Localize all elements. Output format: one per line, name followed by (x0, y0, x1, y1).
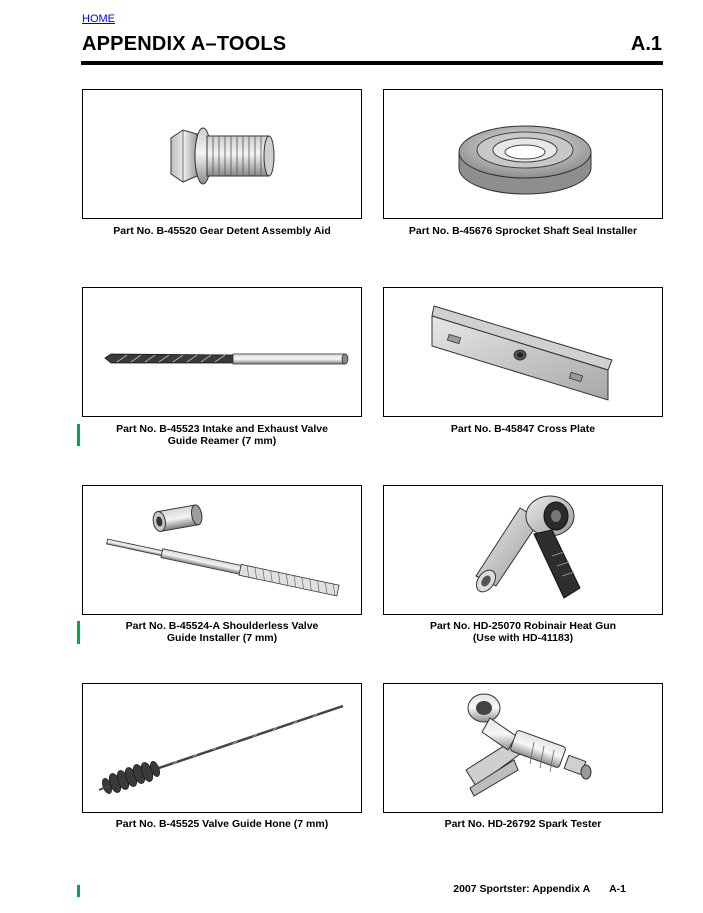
caption-line: Part No. B-45847 Cross Plate (450, 423, 596, 435)
page-footer (453, 883, 626, 895)
caption-line: Part No. B-45523 Intake and Exhaust Valve (116, 423, 328, 435)
change-bar (77, 424, 80, 446)
footer-doc-title: 2007 Sportster: Appendix A (453, 883, 591, 895)
caption-line: Part No. B-45676 Sprocket Shaft Seal Installer (408, 225, 638, 237)
section-number: A.1 (630, 33, 662, 55)
caption-line: (Use with HD-41183) (472, 632, 574, 644)
tool-image-valve-guide-reamer (82, 287, 362, 417)
tool-caption (81, 818, 363, 830)
title-rule (81, 61, 663, 65)
caption-line: Part No. B-45525 Valve Guide Hone (7 mm) (115, 818, 329, 830)
caption-line: Part No. B-45520 Gear Detent Assembly Aid (113, 225, 331, 237)
caption-line: Guide Reamer (7 mm) (167, 435, 277, 447)
tool-image-valve-guide-hone (82, 683, 362, 813)
caption-line: Part No. B-45524-A Shoulderless Valve (125, 620, 319, 632)
tool-image-sprocket-shaft-seal-installer (383, 89, 663, 219)
caption-line: Part No. HD-26792 Spark Tester (444, 818, 602, 830)
tool-image-gear-detent-assembly-aid (82, 89, 362, 219)
tool-image-cross-plate (383, 287, 663, 417)
tool-image-spark-tester (383, 683, 663, 813)
home-link[interactable]: HOME (82, 13, 115, 25)
change-bar (77, 885, 80, 897)
tool-caption (81, 225, 363, 237)
tool-image-heat-gun (383, 485, 663, 615)
page-title: APPENDIX A–TOOLS (82, 33, 287, 55)
tool-caption (382, 818, 664, 830)
tool-caption (382, 423, 664, 435)
tool-image-valve-guide-installer (82, 485, 362, 615)
tool-caption (81, 423, 363, 447)
caption-line: Guide Installer (7 mm) (166, 632, 278, 644)
tool-caption (81, 620, 363, 644)
footer-page-number: A-1 (609, 883, 626, 895)
change-bar (77, 621, 80, 644)
tool-caption (382, 620, 664, 644)
caption-line: Part No. HD-25070 Robinair Heat Gun (429, 620, 617, 632)
tool-caption (382, 225, 664, 237)
